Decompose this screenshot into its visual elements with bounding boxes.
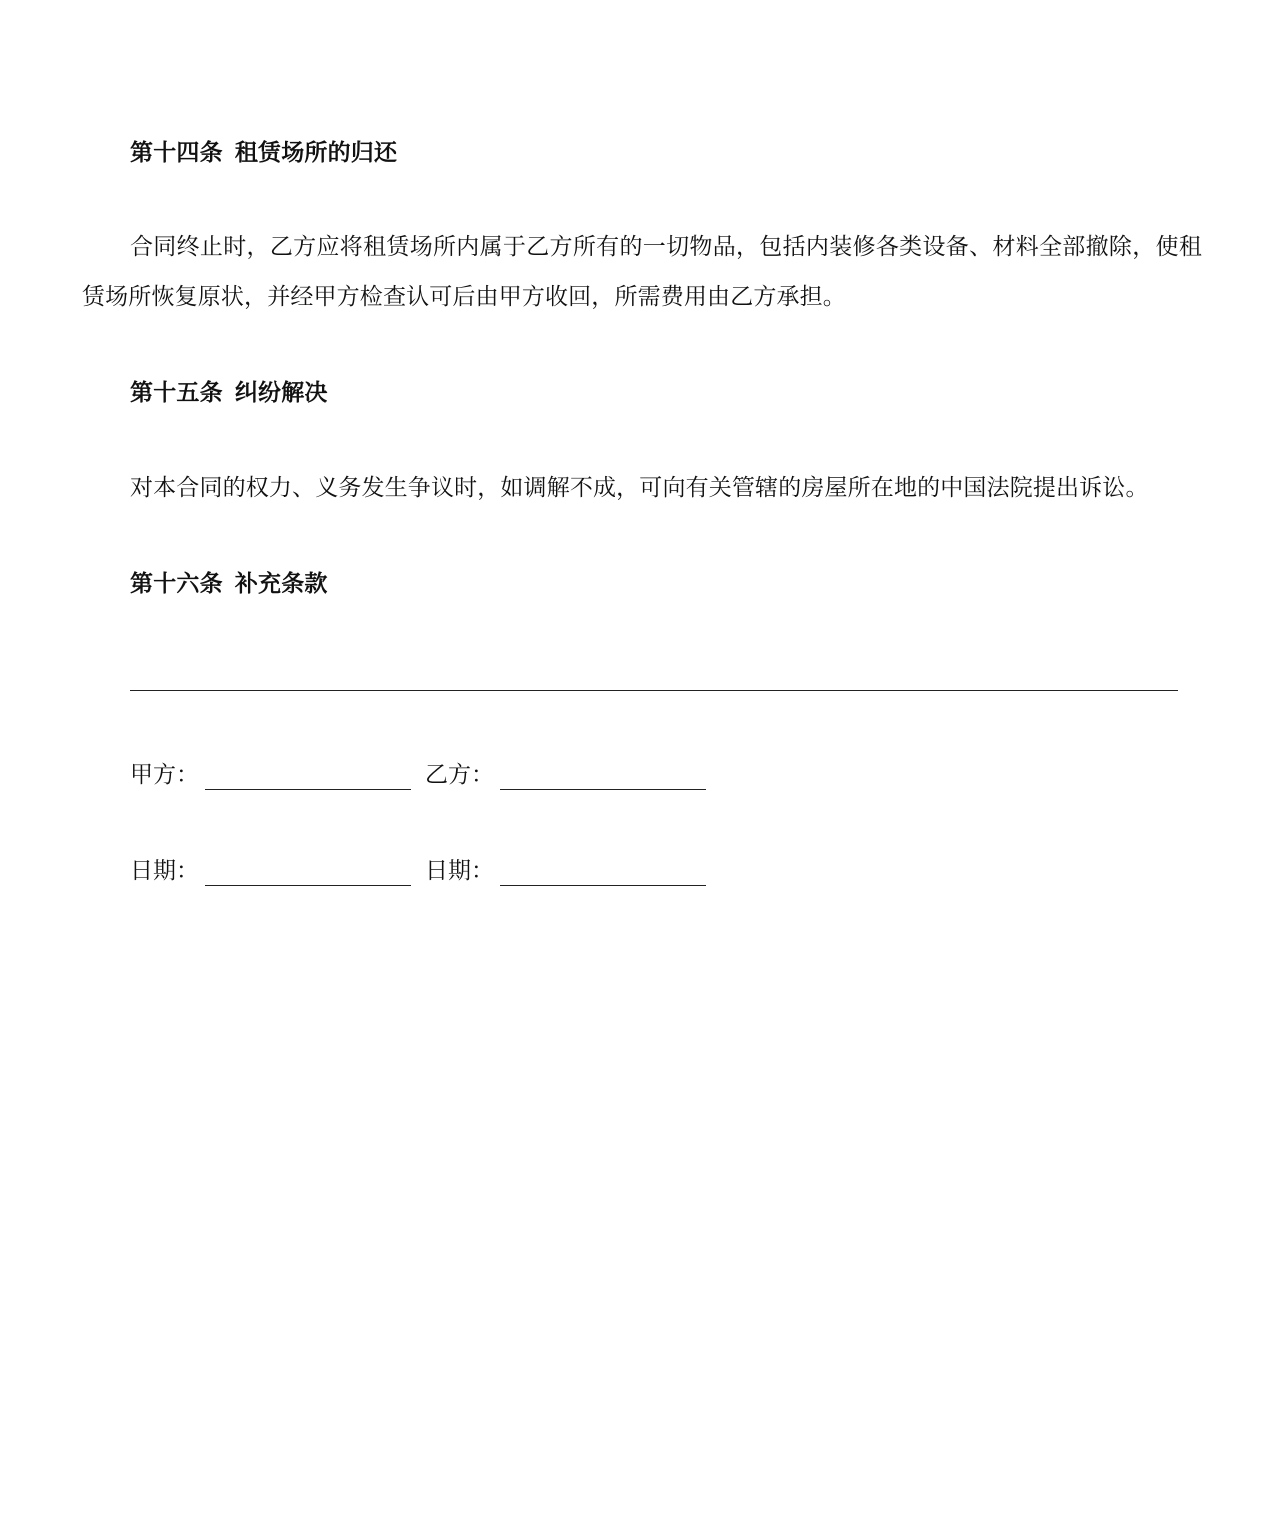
- date-a-blank: [205, 861, 411, 886]
- section-15-heading: [130, 378, 328, 408]
- date-a-label: 日期：: [130, 858, 199, 884]
- party-a-signature-blank: [205, 765, 411, 790]
- party-a-label: 甲方：: [130, 762, 199, 788]
- party-b-signature-blank: [500, 765, 706, 790]
- party-b-label: 乙方：: [425, 762, 494, 788]
- section-14-body: 合同终止时，乙方应将租赁场所内属于乙方所有的一切物品，包括内装修各类设备、材料全部撤除，使租赁场所恢复原状，并经甲方检查认可后由甲方收回，所需费用由乙方承担。: [82, 234, 1202, 310]
- section-15-body: 对本合同的权力、义务发生争议时，如调解不成，可向有关管辖的房屋所在地的中国法院提出诉讼。: [130, 475, 1149, 501]
- section-15-title: 纠纷解决: [234, 380, 328, 406]
- section-15-number: 第十五条: [130, 380, 223, 406]
- section-16-heading: [130, 569, 328, 599]
- signature-row-parties: [130, 760, 720, 790]
- signature-row-dates: [130, 856, 720, 886]
- supplementary-terms-blank-line: [130, 690, 1178, 691]
- section-16-title: 补充条款: [234, 571, 328, 597]
- section-16-number: 第十六条: [130, 571, 223, 597]
- section-14-heading: [130, 138, 397, 168]
- date-b-label: 日期：: [425, 858, 494, 884]
- section-14-title: 租赁场所的归还: [234, 140, 398, 166]
- section-14-number: 第十四条: [130, 140, 223, 166]
- date-b-blank: [500, 861, 706, 886]
